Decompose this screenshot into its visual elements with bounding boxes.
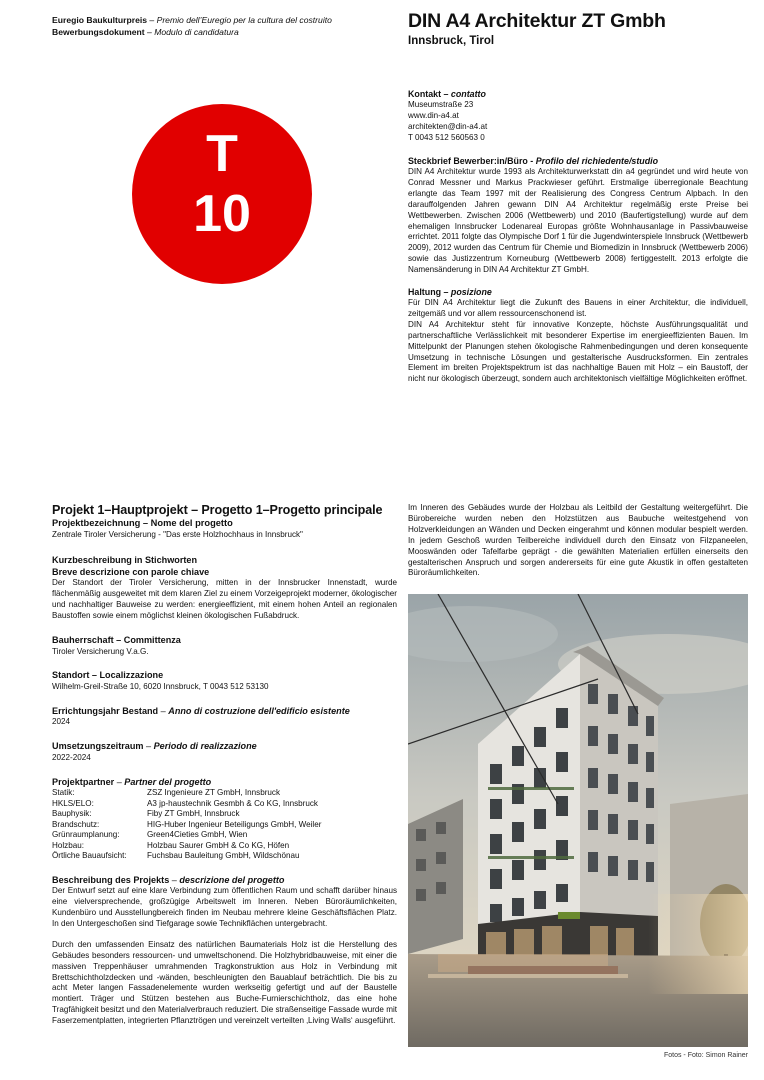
partner-name: Holzbau Saurer GmbH & Co KG, Höfen <box>147 840 290 850</box>
partner-name: ZSZ Ingenieure ZT GmbH, Innsbruck <box>147 788 280 798</box>
partner-role: Statik: <box>52 788 75 798</box>
partner-name: Fiby ZT GmbH, Innsbruck <box>147 809 240 819</box>
partner-name: Fuchsbau Bauleitung GmbH, Wildschönau <box>147 851 300 861</box>
partners-table <box>52 788 321 862</box>
document-header <box>52 14 392 38</box>
photo-credit: Fotos - Foto: Simon Rainer <box>663 1052 748 1059</box>
location-value: Wilhelm-Greil-Straße 10, 6020 Innsbruck, T 0043 512 53130 <box>52 681 269 691</box>
project-photo <box>408 594 748 1047</box>
description-heading: Beschreibung des Projekts – descrizione del progetto <box>52 874 285 885</box>
short-description <box>52 555 397 622</box>
partner-role: Bauphysik: <box>52 809 92 819</box>
short-text: Der Standort der Tiroler Versicherung, mitten in der Innsbrucker Innenstadt, wurde flächenmäßig ausgeweitet mit dem klaren Ziel zu einem Vorzeigeprojekt moderner, ökologischer und nachhaltiger Bauweise zu werden: energieeffizient, mit einem hohen Anteil an regionalen Baustoffen sowie einem möglichst kleinen ökologischen Fußabdruck. <box>52 578 397 621</box>
partner-role: Holzbau: <box>52 840 84 850</box>
stance-heading: Haltung – posizione <box>408 287 492 297</box>
contact-section <box>408 88 748 144</box>
partners-heading: Projektpartner – Partner del progetto <box>52 776 212 787</box>
award-line: Euregio Baukulturpreis – Premio dell’Euregio per la cultura del costruito <box>52 15 332 25</box>
location-heading: Standort – Localizzazione <box>52 670 164 681</box>
partner-role: Örtliche Bauaufsicht: <box>52 851 127 861</box>
contact-email[interactable]: architekten@din-a4.at <box>408 121 488 131</box>
partner-role: Grünraumplanung: <box>52 830 120 840</box>
stance-section <box>408 286 748 385</box>
period-value: 2022-2024 <box>52 752 91 762</box>
partner-row <box>52 851 321 862</box>
client-value: Tiroler Versicherung V.a.G. <box>52 646 149 656</box>
partner-name: Green4Cieties GmbH, Wien <box>147 830 248 840</box>
profile-heading: Steckbrief Bewerber:in/Büro - Profilo del richiedente/studio <box>408 156 659 166</box>
description-block <box>52 875 397 1027</box>
partner-row <box>52 799 321 810</box>
profile-section <box>408 155 748 276</box>
contact-website[interactable]: www.din-a4.at <box>408 110 459 120</box>
firm-name: DIN A4 Architektur ZT Gmbh <box>408 10 666 32</box>
partner-row <box>52 830 321 841</box>
badge-number: 10 <box>193 185 251 243</box>
partner-row <box>52 841 321 852</box>
document-type-line: Bewerbungsdokument – Modulo di candidatura <box>52 27 239 37</box>
firm-city: Innsbruck, Tirol <box>408 35 495 47</box>
partner-row <box>52 820 321 831</box>
description-text-3: Im Inneren des Gebäudes wurde der Holzbau als Leitbild der Gestaltung weitergeführt. Die Bürobereiche wurden neben den Holzstützen aus Baubuche weitestgehend von Holzverkleidungen an Wänden und Decken eingerahmt und können modular bespielt werden. In jedem Geschoß wurden Teilbereiche individuell durch den Einsatz von Filzpaneelen, Mooswänden oder Tafelfarbe geprägt - die gewählten Materialien erfüllen einerseits den gestalterischen Anspruch und sorgen andererseits für eine gute Akustik in offen gestalteten Büroräumlichkeiten. <box>408 503 748 578</box>
client-heading: Bauherrschaft – Committenza <box>52 635 181 646</box>
partner-row <box>52 788 321 799</box>
partner-name: HIG-Huber Ingenieur Beteiligungs GmbH, Weiler <box>147 819 322 829</box>
contact-heading: Kontakt – contatto <box>408 89 486 99</box>
short-heading-de: Kurzbeschreibung in Stichworten <box>52 555 198 566</box>
project-name-heading: Projektbezeichnung – Nome del progetto <box>52 518 233 528</box>
period-block <box>52 741 397 763</box>
client-block <box>52 635 397 657</box>
contact-phone: T 0043 512 560563 0 <box>408 132 485 142</box>
description-text-2: Durch den umfassenden Einsatz des natürlichen Baumaterials Holz ist die Herstellung des Gebäudes besonders ressourcen- und umweltschonend. Die Holzhybridbauweise, mit einer die massiven Treppenhäuser umrahmenden Tragkonstruktion aus Holz in Verbindung mit Brettschichtholzdecken und -wänden, beschleunigten den Bauablauf beträchtlich. Die bis zu acht Meter langen Fassadenelemente wurden werkseitig gefertigt und auf der Baustelle montiert. Träger und Stützen bestehen aus Buche-Furnierschichtholz, das eine hohe Tragfähigkeit besitzt und den Materialverbrauch reduziert. Die straßenseitige Fassade wurde mit Faserzementplatten, integrierten Pflanztrögen und vereinzelt verteilten ‚Living Walls‘ ausgeführt. <box>52 939 397 1026</box>
period-heading: Umsetzungszeitraum – Periodo di realizzazione <box>52 741 257 752</box>
year-heading: Errichtungsjahr Bestand – Anno di costruzione dell'edificio esistente <box>52 705 350 716</box>
project-section <box>52 503 397 1027</box>
applicant-header <box>408 10 748 47</box>
short-heading-it: Breve descrizione con parole chiave <box>52 566 210 577</box>
project-name: Zentrale Tiroler Versicherung - "Das erste Holzhochhaus in Innsbruck" <box>52 529 303 539</box>
partner-role: Brandschutz: <box>52 819 100 829</box>
stance-text-1: Für DIN A4 Architektur liegt die Zukunft des Bauens in einer Architektur, die individuell, zeitgemäß und vor allem ressourcenschonend ist. <box>408 298 748 318</box>
description-text-1: Der Entwurf setzt auf eine klare Verbindung zum öffentlichen Raum und schafft darüber hinaus eine vielversprechende, großzügige Arbeitswelt im Inneren. Neben Büroräumlichkeiten, Kundenbüro und Ausstellungbereich finden im Neubau mehrere kleine Geschäftsflächen Platz. In den Untergeschoßen sind Tiefgarage sowie Technikflächen untergebracht. <box>52 886 397 928</box>
contact-address: Museumstraße 23 <box>408 100 474 109</box>
entry-badge <box>132 104 312 284</box>
partner-row <box>52 809 321 820</box>
project-title: Projekt 1–Hauptprojekt – Progetto 1–Progetto principale <box>52 503 383 517</box>
location-block <box>52 670 397 692</box>
tiroler-sign <box>558 912 580 919</box>
partner-name: A3 jp-haustechnik Gesmbh & Co KG, Innsbruck <box>147 798 318 808</box>
year-value: 2024 <box>52 717 71 727</box>
partner-role: HKLS/ELO: <box>52 798 94 808</box>
stance-text-2: DIN A4 Architektur steht für innovative Konzepte, höchste Ausführungsqualität und partnerschaftliche Verlässlichkeit mit besonderer Expertise im energieeffizienten Bauen. Im Mittelpunkt der Planungen stehen ökologische Rahmenbedingungen und deren konsequente Umsetzung in technische Lösungen und gestalterische Ausdrucksformen. Ein zentrales Element im breiten Projektspektrum ist das nachhaltige Bauen mit Holz – ein Baustoff, der nicht nur ökologisch überzeugt, sondern auch architektonisch vielfältige Möglichkeiten eröffnet. <box>408 319 748 384</box>
badge-letter: T <box>206 125 238 183</box>
year-block <box>52 706 397 728</box>
partners-block <box>52 777 397 862</box>
profile-text: DIN A4 Architektur wurde 1993 als Architekturwerkstatt din a4 gegründet und wird heute von Conrad Messner und Markus Prackwieser geführt. Erstmalige überregionale Beachtung erlangte das Team 1997 mit der Realisierung des Congress Centrum Alpbach. In den darauffolgenden Jahren gewann DIN A4 Architektur regelmäßig erste Preise bei Wettbewerben. Zwischen 2006 (Wettbewerb) und 2010 (Baufertigstellung) wurde auf dem ehemaligen Innsbrucker Lodenareal Europas größte Wohnhausanlage in Passivbauweise errichtet. 2011 folgte das Olympische Dorf 1 für die Jugendwinterspiele Innsbruck (Wettbewerb 2009), 2012 wurden das Centrum für Chemie und Biomedizin in Innsbruck (Wettbewerb 2006) sowie das Justizzentrum Korneuburg (Wettbewerb 2008) fertiggestellt. 2013 erfolgte die Namensänderung in DIN A4 Architektur ZT GmbH. <box>408 167 748 275</box>
